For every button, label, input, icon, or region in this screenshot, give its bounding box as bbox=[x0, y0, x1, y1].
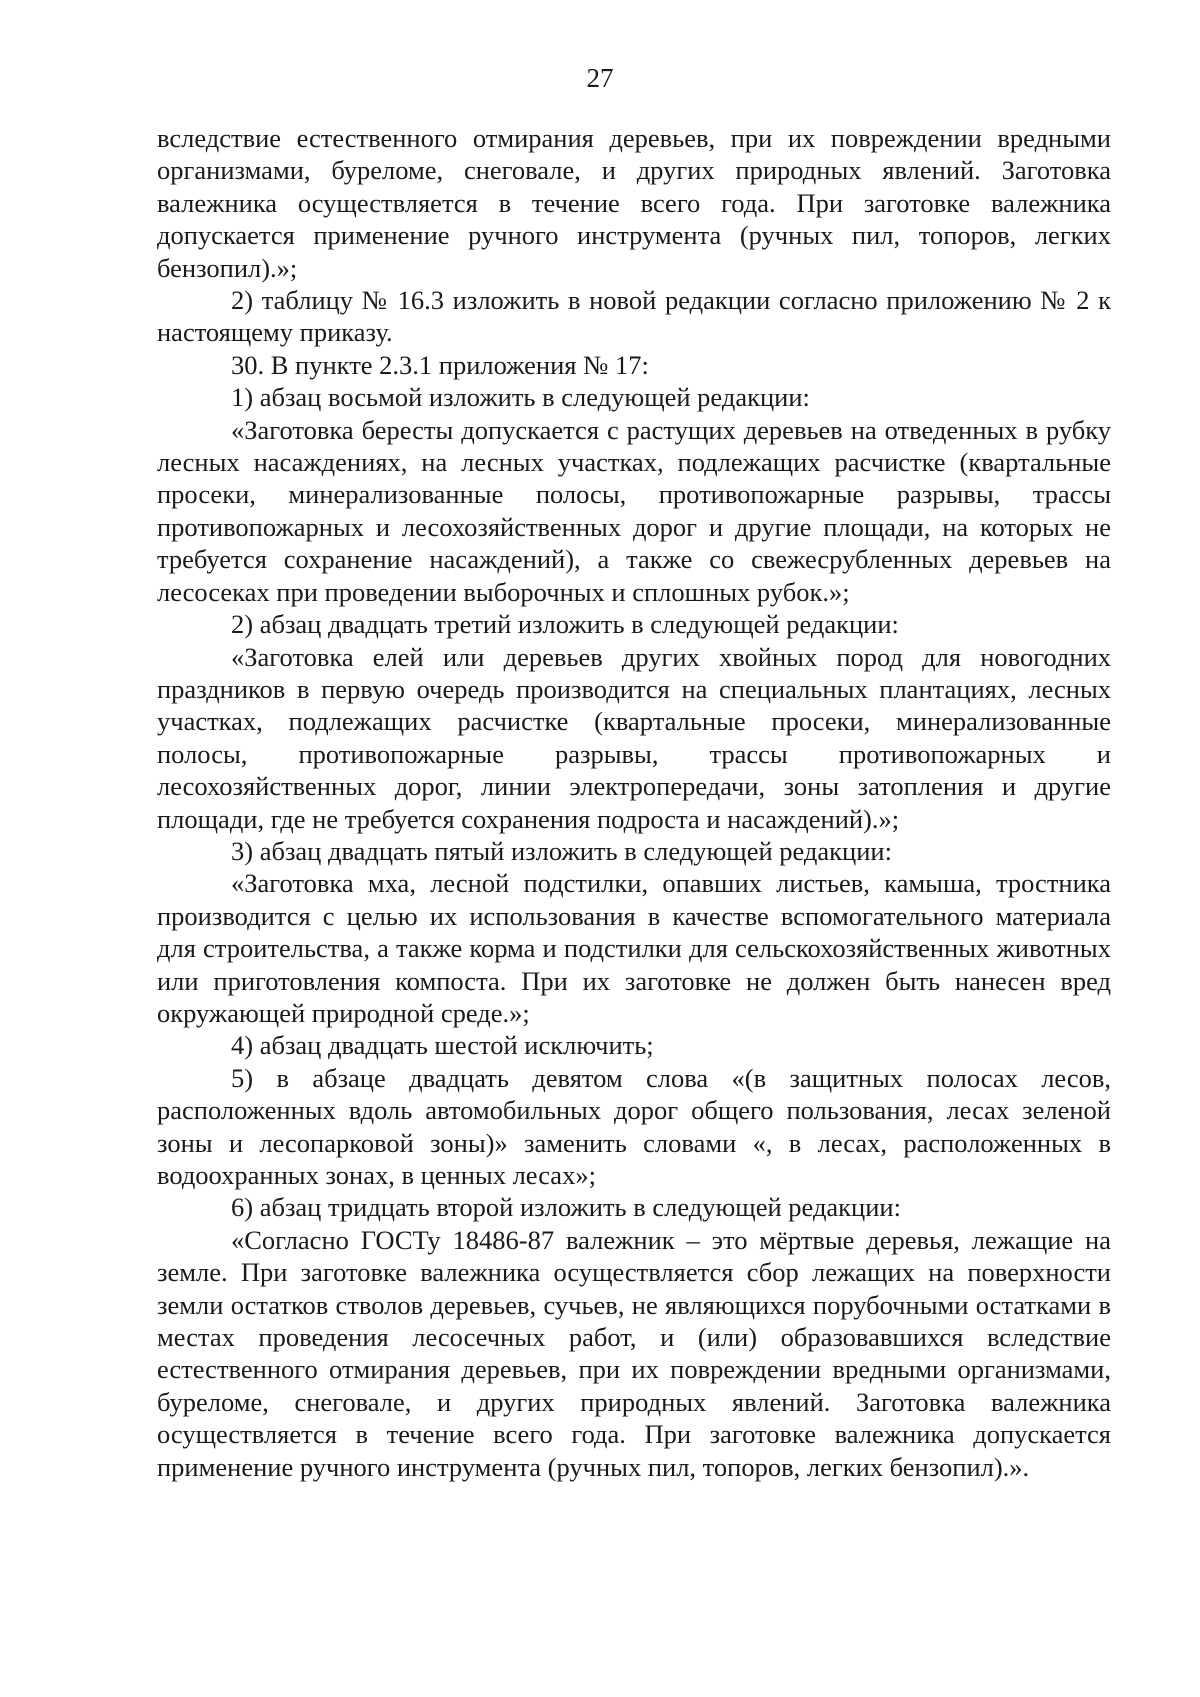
paragraph-item-6: 6) абзац тридцать второй изложить в следующей редакции: bbox=[231, 1192, 901, 1223]
paragraph-item-table-16-3: 2) таблицу № 16.3 изложить в новой редакции согласно приложению № 2 к настоящему приказу. bbox=[157, 285, 1111, 348]
paragraph-item-4: 4) абзац двадцать шестой исключить; bbox=[231, 1030, 654, 1061]
paragraph-item-1: 1) абзац восьмой изложить в следующей редакции: bbox=[231, 382, 810, 413]
quote-bark-harvesting: «Заготовка бересты допускается с растущих деревьев на отведенных в рубку лесных насаждениях, на лесных участках, подлежащих расчистке (квартальные просеки, минерализованные полосы, противопожарные разрывы, трассы противопожарных и лесохозяйственных дорог и другие площади, на которых не требуется сохранение насаждений), а также со свежесрубленных деревьев на лесосеках при проведении выборочных и сплошных рубок.»; bbox=[157, 414, 1111, 607]
quote-moss-harvesting: «Заготовка мха, лесной подстилки, опавших листьев, камыша, тростника производится с целью их использования в качестве вспомогательного материала для строительства, а также корма и подстилки для сельскохозяйственных животных или приготовления компоста. При их заготовке не должен быть нанесен вред окружающей природной среде.»; bbox=[157, 868, 1111, 1028]
quote-fir-harvesting: «Заготовка елей или деревьев других хвойных пород для новогодних праздников в первую очередь производится на специальных плантациях, лесных участках, подлежащих расчистке (квартальные просеки, минерализованные полосы, противопожарные разрывы, трассы противопожарных и лесохозяйственных дорог, линии электропередачи, зоны затопления и другие площади, где не требуется сохранения подроста и насаждений).»; bbox=[157, 641, 1111, 834]
document-body bbox=[157, 122, 1111, 1483]
paragraph-continuation: вследствие естественного отмирания деревьев, при их повреждении вредными организмами, буреломе, снеговале, и других природных явлений. Заготовка валежника осуществляется в течение всего года. При заготовке валежника допускается применение ручного инструмента (ручных пил, топоров, легких бензопил).»; bbox=[157, 123, 1111, 283]
paragraph-section-30: 30. В пункте 2.3.1 приложения № 17: bbox=[231, 349, 649, 380]
quote-deadwood-harvesting: «Согласно ГОСТу 18486-87 валежник – это мёртвые деревья, лежащие на земле. При заготовке валежника осуществляется сбор лежащих на поверхности земли остатков стволов деревьев, сучьев, не являющихся порубочными остатками в местах проведения лесосечных работ, и (или) образовавшихся вследствие естественного отмирания деревьев, при их повреждении вредными организмами, буреломе, снеговале, и других природных явлений. Заготовка валежника осуществляется в течение всего года. При заготовке валежника допускается применение ручного инструмента (ручных пил, топоров, легких бензопил).». bbox=[157, 1224, 1111, 1482]
paragraph-item-5: 5) в абзаце двадцать девятом слова «(в защитных полосах лесов, расположенных вдоль автомобильных дорог общего пользования, лесах зеленой зоны и лесопарковой зоны)» заменить словами «, в лесах, расположенных в водоохранных зонах, в ценных лесах»; bbox=[157, 1062, 1111, 1190]
paragraph-item-2: 2) абзац двадцать третий изложить в следующей редакции: bbox=[231, 609, 899, 640]
paragraph-item-3: 3) абзац двадцать пятый изложить в следующей редакции: bbox=[231, 835, 892, 866]
page-number: 27 bbox=[586, 63, 614, 93]
